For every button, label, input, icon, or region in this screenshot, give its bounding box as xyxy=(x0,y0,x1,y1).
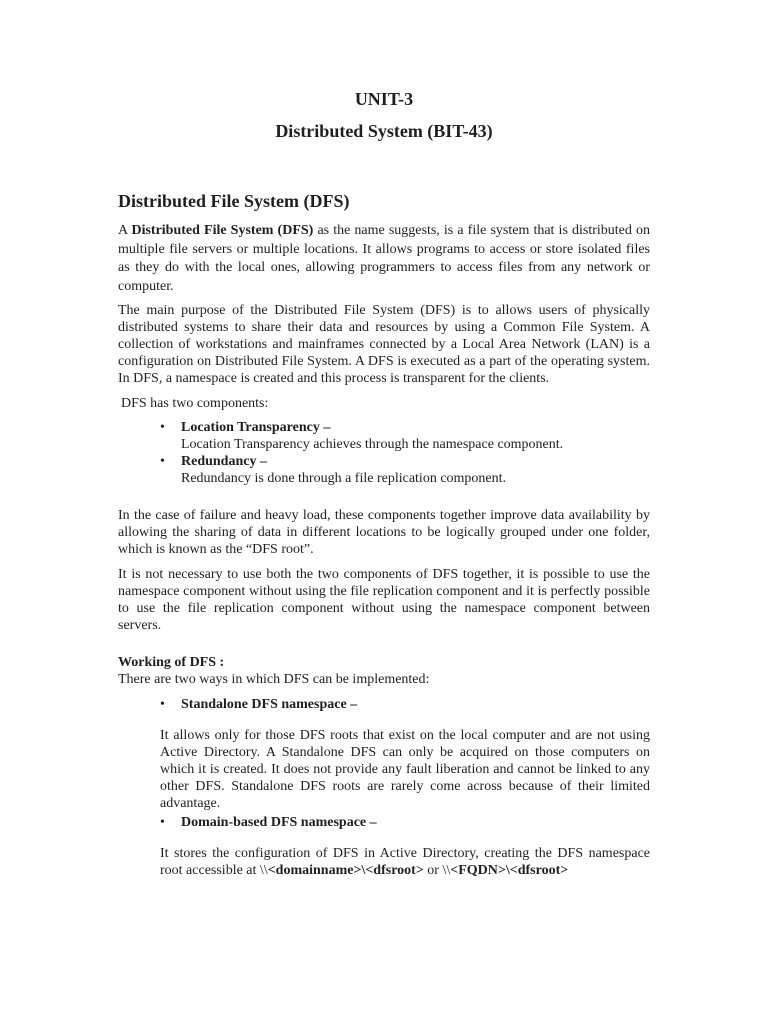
components-list xyxy=(118,419,650,487)
dfs-types-list xyxy=(118,696,650,713)
bullet-icon: • xyxy=(160,697,165,712)
bullet-icon: • xyxy=(160,815,165,830)
list-item xyxy=(160,696,650,713)
standalone-description: It allows only for those DFS roots that exist on the local computer and are not using Active Directory. A Standalone DFS can only be acquired on those computers on which it is created. It does not provide any fault liberation and cannot be linked to any other DFS. Standalone DFS roots are rarely come across because of their limited advantage. xyxy=(160,728,650,811)
definition-term: Distributed File System (DFS) xyxy=(131,223,314,238)
list-item xyxy=(160,814,650,831)
dfs-definition-paragraph xyxy=(118,222,650,296)
dfs-root-paragraph: In the case of failure and heavy load, these components together improve data availability by allowing the sharing of data in different locations to be logically grouped under one folder, which is known as the “DFS root”. xyxy=(118,508,650,557)
list-item xyxy=(160,453,650,487)
section-heading: Distributed File System (DFS) xyxy=(118,191,350,211)
dfs-purpose-paragraph: The main purpose of the Distributed File System (DFS) is to allows users of physically distributed systems to share their data and resources by using a Common File System. A collection of workstations and mainframes connected by a Local Area Network (LAN) is a configuration on Distributed File System. A DFS is executed as a part of the operating system. In DFS, a namespace is created and this process is transparent for the clients. xyxy=(118,303,650,386)
dfs-types-list-2 xyxy=(118,814,650,831)
bullet-icon: • xyxy=(160,454,165,469)
domain-path: <domainname>\<dfsroot> xyxy=(267,863,424,878)
domain-based-description xyxy=(118,845,650,879)
component-description: Redundancy is done through a file replication component. xyxy=(181,471,507,486)
definition-prefix: A xyxy=(118,223,132,238)
component-term: Redundancy – xyxy=(181,454,267,469)
component-term: Location Transparency – xyxy=(181,420,331,435)
component-description: Location Transparency achieves through the namespace component. xyxy=(181,437,564,452)
unit-title: UNIT-3 xyxy=(354,89,414,109)
list-item xyxy=(160,419,650,453)
type-term: Domain-based DFS namespace – xyxy=(181,815,377,830)
type-term: Standalone DFS namespace – xyxy=(181,697,358,712)
definition-text: as the name suggests, is a file system that is distributed on multiple file servers or multiple locations. It allows programs to access or store isolated files as they do with the local ones, allowing programmers to access files from any network or computer. xyxy=(118,223,650,294)
components-intro: DFS has two components: xyxy=(121,396,269,411)
document-content xyxy=(118,189,650,879)
bullet-icon: • xyxy=(160,420,165,435)
fqdn-path: <FQDN>\<dfsroot> xyxy=(450,863,569,878)
course-title: Distributed System (BIT-43) xyxy=(275,121,493,141)
working-intro: There are two ways in which DFS can be implemented: xyxy=(118,672,430,687)
working-heading: Working of DFS : xyxy=(118,655,225,670)
components-usage-paragraph: It is not necessary to use both the two components of DFS together, it is possible to use the namespace component without using the file replication component and it is perfectly possible to use the file replication component without using the namespace component between servers. xyxy=(118,567,650,633)
domain-desc-prefix: It stores the configuration of DFS in Active Directory, creating the DFS namespace root accessible at \\ xyxy=(160,846,650,878)
domain-desc-mid: or \\ xyxy=(423,863,451,878)
